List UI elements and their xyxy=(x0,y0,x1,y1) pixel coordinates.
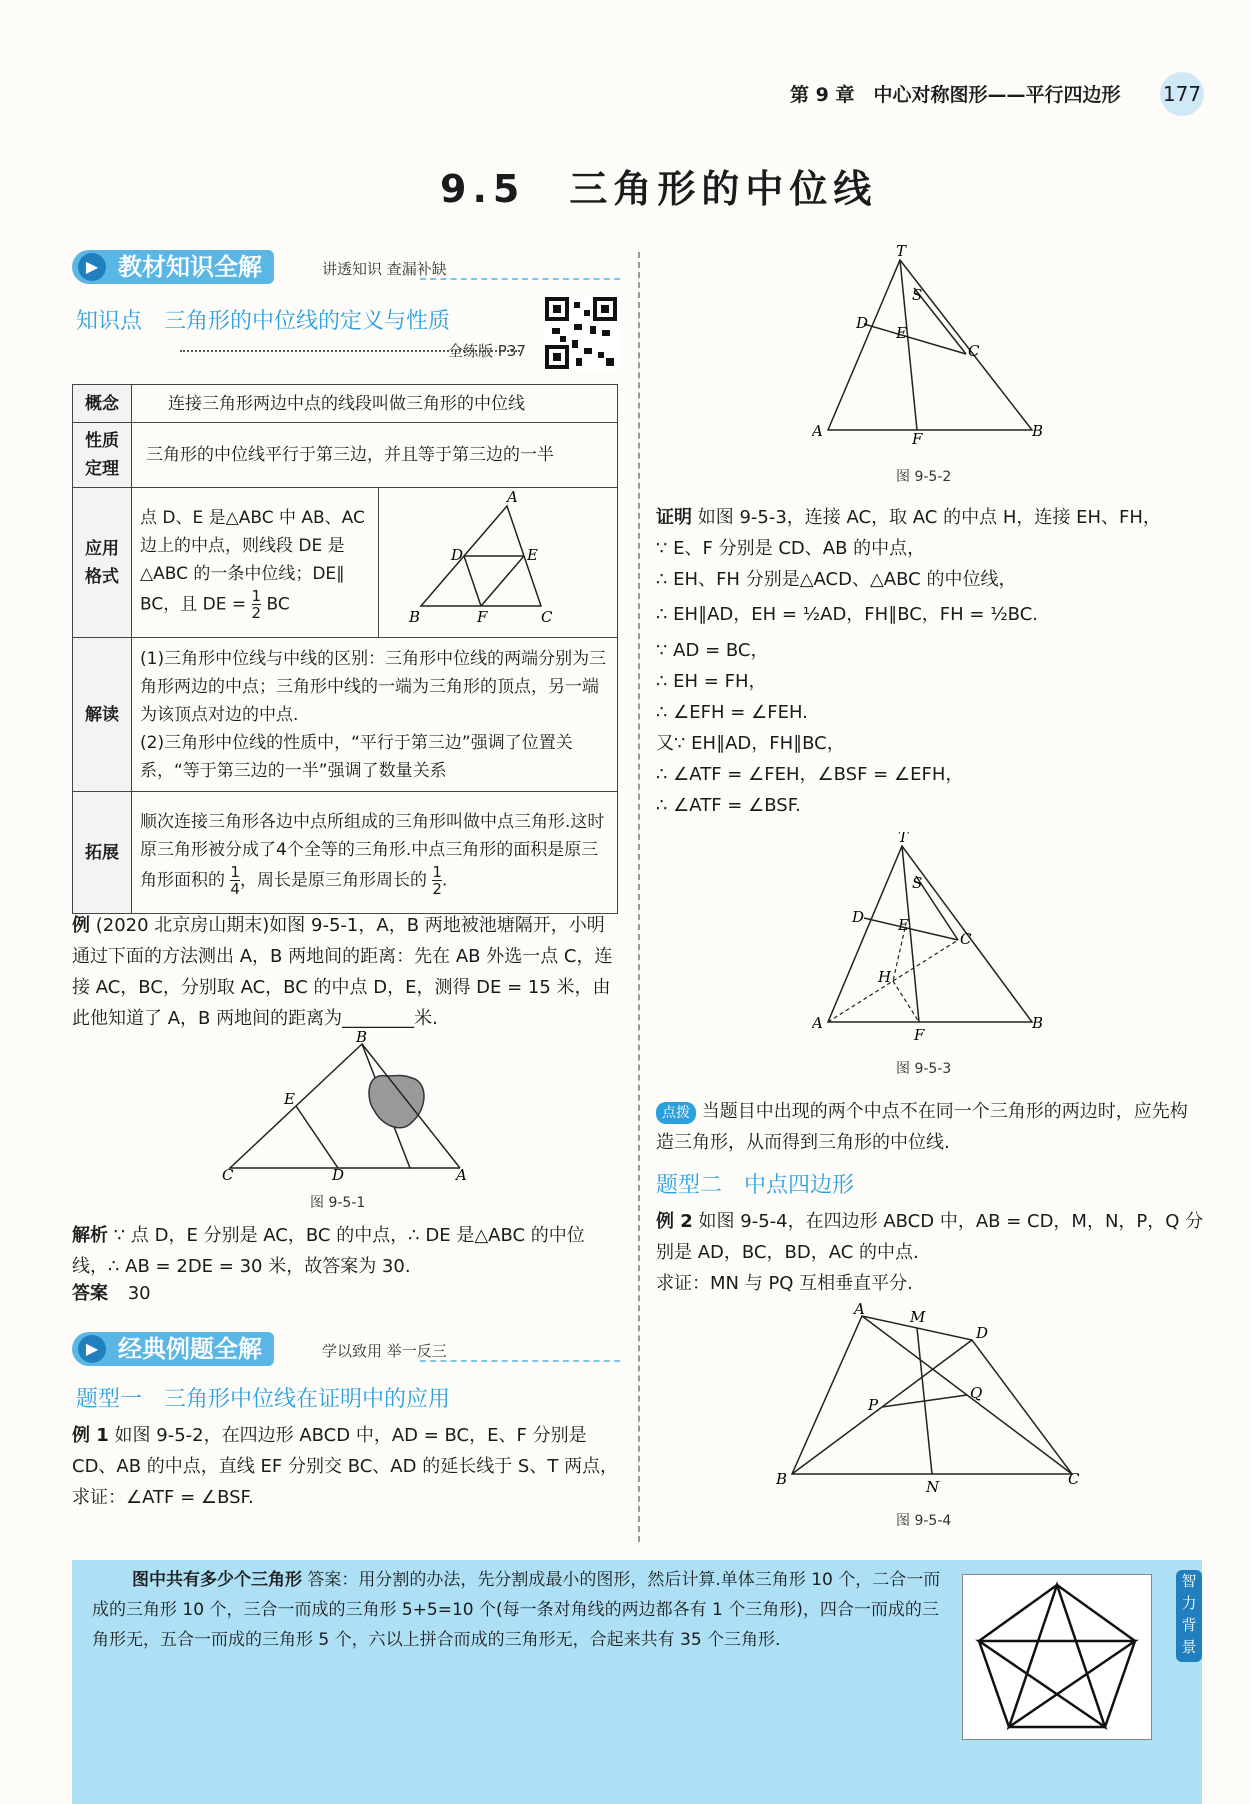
figure-caption: 图 9-5-2 xyxy=(896,469,952,485)
proof-label: 证明 xyxy=(656,507,692,528)
label-d: D xyxy=(852,908,865,926)
example1-block xyxy=(72,1420,620,1513)
section-banner-examples xyxy=(72,1332,274,1366)
label-f: F xyxy=(914,1026,925,1044)
label-a: A xyxy=(812,422,823,440)
label-h: H xyxy=(878,968,892,986)
table-key-concept: 概念 xyxy=(73,385,132,423)
label-c: C xyxy=(968,342,980,360)
pond-shape xyxy=(369,1076,424,1128)
proof-line: 又∵ EH∥AD，FH∥BC， xyxy=(656,733,845,754)
example1-text: 如图 9-5-2，在四边形 ABCD 中，AD = BC，E、F 分别是 CD、AB 的中点，直线 EF 分别交 BC、AD 的延长线于 S、T 两点，求证：∠ATF = ∠BSF. xyxy=(72,1425,619,1508)
label-c: C xyxy=(222,1166,234,1180)
column-divider xyxy=(638,252,640,1542)
table-value-theorem: 三角形的中位线平行于第三边，并且等于第三边的一半 xyxy=(132,423,618,488)
banner-label: 经典例题全解 xyxy=(118,1335,262,1363)
pentagram-box xyxy=(962,1574,1152,1740)
reference-text: 全练版 P37 xyxy=(448,342,526,360)
table-value-concept: 连接三角形两边中点的线段叫做三角形的中位线 xyxy=(132,385,618,423)
proof-line: ∴ EH∥AD，EH = ½AD，FH∥BC，FH = ½BC. xyxy=(656,604,1038,625)
knowledge-point-title: 知识点 三角形的中位线的定义与性质 xyxy=(76,309,451,334)
label-n: N xyxy=(926,1478,940,1496)
interpret-1: (1)三角形中位线与中线的区别：三角形中位线的两端分别为三角形两边的中点；三角形中线的一端为三角形的顶点，另一端为该顶点对边的中点. xyxy=(140,648,607,725)
example-label: 例 xyxy=(72,915,90,936)
label-a: A xyxy=(456,1166,467,1180)
figure-caption: 图 9-5-1 xyxy=(310,1195,366,1211)
divider xyxy=(420,1360,620,1362)
table-value-format xyxy=(132,488,379,638)
proof-line: 如图 9-5-3，连接 AC，取 AC 的中点 H，连接 EH、FH， xyxy=(697,507,1161,528)
table-key-interpret: 解读 xyxy=(73,638,132,792)
format-text-a: 点 D、E 是△ABC 中 AB、AC 边上的中点，则线段 DE 是△ABC 的一条中位线；DE∥ xyxy=(140,508,365,584)
label-c: C xyxy=(1068,1470,1080,1488)
example2-prove: 求证：MN 与 PQ 互相垂直平分. xyxy=(656,1273,913,1294)
example2-block xyxy=(656,1206,1204,1299)
label-s: S xyxy=(912,286,923,304)
label-d: D xyxy=(856,314,869,332)
label-a: A xyxy=(812,1014,823,1032)
extend-text-c: . xyxy=(441,870,448,891)
qr-code-icon[interactable] xyxy=(544,296,618,370)
label-m: M xyxy=(910,1308,926,1326)
banner-label: 教材知识全解 xyxy=(118,253,262,281)
example-text: (2020 北京房山期末)如图 9-5-1，A，B 两地被池塘隔开，小明通过下面的方法测出 A，B 两地间的距离：先在 AB 外选一点 C，连接 AC，BC，分别取 AC，BC 的中点 D，E，测得 DE = 15 米，由此他知道了 A，B 两地间的距离为________米. xyxy=(72,915,613,1029)
speaker-icon: ▶ xyxy=(78,253,106,281)
label-q: Q xyxy=(970,1384,983,1402)
figure-caption: 图 9-5-3 xyxy=(896,1061,952,1077)
type1-title: 题型一 三角形中位线在证明中的应用 xyxy=(76,1387,451,1412)
fraction-half: $\frac{1}{2}$ xyxy=(251,587,262,622)
label-f: F xyxy=(912,430,923,444)
page-number: 177 xyxy=(1160,72,1204,116)
type2-title: 题型二 中点四边形 xyxy=(656,1173,855,1198)
example1-label: 例 1 xyxy=(72,1425,109,1446)
label-e: E xyxy=(896,324,907,342)
table-key-theorem: 性质定理 xyxy=(73,423,132,488)
label-e: E xyxy=(284,1090,295,1108)
proof-line: ∴ ∠ATF = ∠FEH，∠BSF = ∠EFH， xyxy=(656,764,964,785)
analysis-label: 解析 xyxy=(72,1225,108,1246)
example2-text: 如图 9-5-4，在四边形 ABCD 中，AB = CD，M，N，P，Q 分别是 AD，BC，BD，AC 的中点. xyxy=(656,1211,1204,1263)
tip-badge: 点拨 xyxy=(656,1102,696,1124)
divider xyxy=(420,278,620,280)
chapter-header: 第 9 章 中心对称图形——平行四边形 xyxy=(790,84,1121,106)
tip-text: 当题目中出现的两个中点不在同一个三角形的两边时，应先构造三角形，从而得到三角形的中位线. xyxy=(656,1101,1188,1153)
label-c: C xyxy=(960,930,972,948)
proof-block xyxy=(656,502,1204,821)
example-block xyxy=(72,910,620,1034)
label-d: D xyxy=(332,1166,345,1180)
section-banner-knowledge xyxy=(72,250,274,284)
triangle-midline-figure xyxy=(379,488,604,628)
tip-block xyxy=(656,1096,1204,1158)
analysis-block xyxy=(72,1220,620,1282)
label-b: B xyxy=(409,608,421,626)
bottom-answer: 答案：用分割的办法，先分割成最小的图形，然后计算.单体三角形 10 个，二合一而成的三角形 10 个，三合一而成的三角形 5+5=10 个(每一条对角线的两边都各有 1 个三角形)，四合一而成的三角形无，五合一而成的三角形 5 个，六以上拼合而成的三角形无，合起来共有 35 个三角形. xyxy=(92,1570,941,1650)
table-key-format: 应用格式 xyxy=(73,488,132,638)
knowledge-table xyxy=(72,384,618,914)
label-c: C xyxy=(541,608,553,626)
format-text-b: BC，且 DE = xyxy=(140,594,247,615)
answer-block xyxy=(72,1278,151,1309)
label-p: P xyxy=(868,1396,879,1414)
label-b: B xyxy=(776,1470,788,1488)
section-title: 9.5 三角形的中位线 xyxy=(440,167,878,211)
proof-line: ∴ ∠EFH = ∠FEH. xyxy=(656,702,808,723)
table-figure-cell xyxy=(379,488,618,638)
label-f: F xyxy=(477,608,488,626)
extend-text-a: 顺次连接三角形各边中点所组成的三角形叫做中点三角形.这时原三角形被分成了4个全等的三角形.中点三角形的面积是原三角形面积的 xyxy=(140,812,605,891)
analysis-text: ∵ 点 D，E 分别是 AC，BC 的中点，∴ DE 是△ABC 的中位线，∴ AB = 2DE = 30 米，故答案为 30. xyxy=(72,1225,585,1277)
label-d: D xyxy=(451,546,464,564)
proof-line: ∴ EH、FH 分别是△ACD、△ABC 的中位线， xyxy=(656,569,1017,590)
pentagram-figure xyxy=(963,1575,1151,1739)
proof-line: ∵ AD = BC， xyxy=(656,640,769,661)
figure-caption: 图 9-5-4 xyxy=(896,1513,952,1529)
side-tag: 智力背景 xyxy=(1176,1570,1202,1662)
answer-value: 30 xyxy=(127,1283,151,1304)
label-e: E xyxy=(898,916,909,934)
table-value-extend xyxy=(132,792,618,914)
figure-9-5-2 xyxy=(812,244,1052,444)
bottom-text xyxy=(92,1565,942,1655)
proof-line: ∵ E、F 分别是 CD、AB 的中点， xyxy=(656,538,926,559)
label-e: E xyxy=(527,546,538,564)
label-t: T xyxy=(898,832,909,846)
label-b: B xyxy=(356,1030,368,1046)
speaker-icon: ▶ xyxy=(78,1335,106,1363)
proof-line: ∴ EH = FH， xyxy=(656,671,767,692)
label-b: B xyxy=(1032,1014,1044,1032)
proof-line: ∴ ∠ATF = ∠BSF. xyxy=(656,795,801,816)
banner-subtitle: 学以致用 举一反三 xyxy=(322,1342,447,1360)
example2-label: 例 2 xyxy=(656,1211,693,1232)
label-t: T xyxy=(896,244,907,260)
figure-9-5-4 xyxy=(774,1300,1084,1500)
label-b: B xyxy=(1032,422,1044,440)
figure-9-5-1 xyxy=(216,1030,476,1180)
fraction-half-2: $\frac{1}{2}$ xyxy=(432,863,442,898)
extend-text-b: ，周长是原三角形周长的 xyxy=(239,870,427,891)
label-s: S xyxy=(912,874,923,892)
label-d: D xyxy=(976,1324,989,1342)
figure-9-5-3 xyxy=(812,832,1052,1044)
table-value-interpret xyxy=(132,638,618,792)
fraction-quarter: $\frac{1}{4}$ xyxy=(230,863,240,898)
table-key-extend: 拓展 xyxy=(73,792,132,914)
interpret-2: (2)三角形中位线的性质中，“平行于第三边”强调了位置关系，“等于第三边的一半”强调了数量关系 xyxy=(140,732,573,781)
answer-label: 答案 xyxy=(72,1283,108,1304)
banner-subtitle: 讲透知识 查漏补缺 xyxy=(322,260,447,278)
label-a: A xyxy=(854,1300,865,1318)
label-a: A xyxy=(507,488,518,506)
format-text-c: BC xyxy=(266,594,290,615)
bottom-question-title: 图中共有多少个三角形 xyxy=(132,1570,302,1590)
